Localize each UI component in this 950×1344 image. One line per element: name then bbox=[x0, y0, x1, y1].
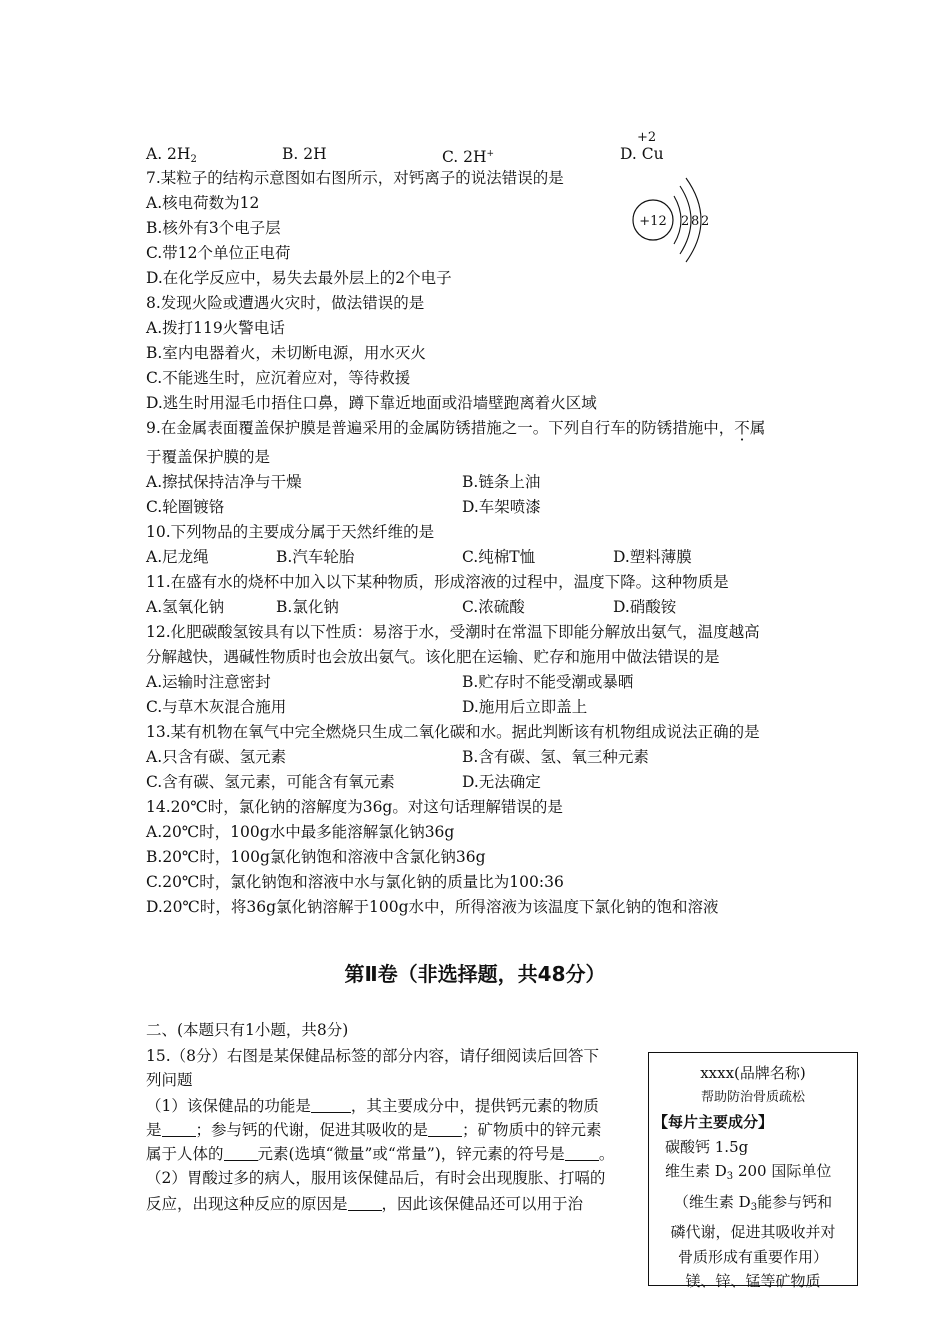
q15-text: 。 bbox=[598, 1145, 615, 1163]
q15-part1-line3 bbox=[146, 1144, 614, 1164]
answer-blank-function[interactable] bbox=[311, 1098, 351, 1113]
q15-text: ，其主要成分中，提供钙元素的物质 bbox=[350, 1097, 599, 1115]
part-2-heading: 二、(本题只有1小题，共8分) bbox=[146, 1021, 349, 1039]
label-subscript: 3 bbox=[750, 1201, 758, 1213]
q8-option-a: A.拨打119火警电话 bbox=[146, 319, 285, 337]
q6-option-a bbox=[146, 144, 197, 170]
q15-part2-line2 bbox=[146, 1194, 583, 1214]
label-text: 200 国际单位 bbox=[733, 1162, 832, 1180]
q15-text: 反应，出现这种反应的原因是 bbox=[146, 1195, 348, 1213]
q10-option-c: C.纯棉T恤 bbox=[462, 548, 536, 566]
q9-stem-end: 属 bbox=[749, 419, 766, 437]
label-brand: xxxx(品牌名称) bbox=[700, 1064, 806, 1082]
q6-option-d: D. Cu bbox=[620, 145, 664, 163]
shell-2-count: 8 bbox=[691, 214, 700, 229]
label-text: 能参与钙和 bbox=[757, 1192, 833, 1211]
label-function: 帮助防治骨质疏松 bbox=[700, 1089, 805, 1105]
q9-emphasis-not: 不 bbox=[734, 419, 750, 437]
q10-stem: 10.下列物品的主要成分属于天然纤维的是 bbox=[146, 523, 435, 541]
q15-text: 元素(选填“微量”或“常量”)，锌元素的符号是 bbox=[257, 1145, 565, 1163]
answer-blank-reason[interactable] bbox=[348, 1196, 382, 1211]
q15-text: 属于人体的 bbox=[146, 1145, 224, 1163]
q13-option-a: A.只含有碳、氢元素 bbox=[146, 748, 287, 766]
q9-option-d: D.车架喷漆 bbox=[462, 498, 541, 516]
q8-option-d: D.逃生时用湿毛巾捂住口鼻，蹲下靠近地面或沿墙壁跑离着火区域 bbox=[146, 394, 597, 412]
q15-text: ；矿物质中的锌元素 bbox=[462, 1121, 602, 1139]
q6-option-a-subscript: 2 bbox=[190, 154, 197, 165]
q8-option-c: C.不能逃生时，应沉着应对，等待救援 bbox=[146, 369, 411, 387]
q11-option-b: B.氯化钠 bbox=[276, 598, 339, 616]
label-minerals: 镁、锌、锰等矿物质 bbox=[685, 1272, 821, 1290]
q13-stem: 13.某有机物在氧气中完全燃烧只生成二氧化碳和水。据此判断该有机物组成说法正确的是 bbox=[146, 723, 760, 741]
q9-option-b: B.链条上油 bbox=[462, 473, 541, 491]
q14-option-c: C.20℃时，氯化钠饱和溶液中水与氯化钠的质量比为100:36 bbox=[146, 873, 564, 891]
q13-option-c: C.含有碳、氢元素，可能含有氧元素 bbox=[146, 773, 395, 791]
label-note-line3: 骨质形成有重要作用） bbox=[677, 1247, 828, 1266]
q10-option-d: D.塑料薄膜 bbox=[613, 548, 692, 566]
q8-stem: 8.发现火险或遭遇火灾时，做法错误的是 bbox=[146, 294, 425, 312]
label-note-line2: 磷代谢，促进其吸收并对 bbox=[670, 1223, 836, 1241]
q6-option-a-text: A. 2H bbox=[146, 145, 191, 163]
q7-option-c: C.带12个单位正电荷 bbox=[146, 244, 291, 262]
q7-stem: 7.某粒子的结构示意图如右图所示，对钙离子的说法错误的是 bbox=[146, 169, 564, 187]
q9-option-c: C.轮圈镀铬 bbox=[146, 498, 225, 516]
q12-stem-line2: 分解越快，遇碱性物质时也会放出氨气。该化肥在运输、贮存和施用中做法错误的是 bbox=[146, 648, 720, 666]
answer-blank-zinc-symbol[interactable] bbox=[565, 1146, 599, 1161]
q9-stem-text: 9.在金属表面覆盖保护膜是普遍采用的金属防锈措施之一。下列自行车的防锈措施中， bbox=[146, 419, 735, 437]
q12-option-a: A.运输时注意密封 bbox=[146, 673, 271, 691]
answer-blank-element-type[interactable] bbox=[224, 1146, 258, 1161]
label-subscript: 3 bbox=[726, 1171, 734, 1182]
q14-option-b: B.20℃时，100g氯化钠饱和溶液中含氯化钠36g bbox=[146, 848, 486, 866]
q14-option-a: A.20℃时，100g水中最多能溶解氯化钠36g bbox=[146, 823, 455, 841]
q9-stem bbox=[146, 418, 765, 438]
answer-blank-calcium-source[interactable] bbox=[162, 1122, 196, 1137]
label-calcium-carbonate: 碳酸钙 1.5g bbox=[665, 1137, 749, 1156]
shell-1-count: 2 bbox=[681, 214, 690, 229]
q6-option-c-superscript: + bbox=[486, 149, 495, 159]
q6-option-c bbox=[442, 144, 494, 167]
label-text: 维生素 D bbox=[665, 1162, 727, 1180]
electron-shell-1 bbox=[674, 196, 681, 244]
q6-option-d-valence: +2 bbox=[637, 130, 657, 145]
q15-text: 是 bbox=[146, 1121, 162, 1139]
q7-option-d: D.在化学反应中，易失去最外层上的2个电子 bbox=[146, 269, 452, 287]
q7-option-b: B.核外有3个电子层 bbox=[146, 219, 281, 237]
shell-3-count: 2 bbox=[701, 214, 710, 229]
q9-option-a: A.擦拭保持洁净与干燥 bbox=[146, 473, 302, 491]
nucleus-charge: +12 bbox=[639, 214, 667, 229]
q8-option-b: B.室内电器着火，未切断电源，用水灭火 bbox=[146, 344, 426, 362]
q14-option-d: D.20℃时，将36g氯化钠溶解于100g水中，所得溶液为该温度下氯化钠的饱和溶液 bbox=[146, 898, 719, 916]
answer-blank-absorption[interactable] bbox=[428, 1122, 462, 1137]
label-vitamin-d3 bbox=[649, 1159, 857, 1190]
q11-option-c: C.浓硫酸 bbox=[462, 598, 525, 616]
q12-option-b: B.贮存时不能受潮或暴晒 bbox=[462, 673, 634, 691]
q11-option-a: A.氢氧化钠 bbox=[146, 598, 225, 616]
q15-part2-line1: （2）胃酸过多的病人，服用该保健品后，有时会出现腹胀、打嗝的 bbox=[146, 1169, 606, 1187]
atom-structure-diagram bbox=[628, 176, 728, 268]
q13-option-d: D.无法确定 bbox=[462, 773, 541, 791]
q7-option-a: A.核电荷数为12 bbox=[146, 194, 260, 212]
q6-option-b: B. 2H bbox=[282, 145, 327, 163]
q15-text: ，因此该保健品还可以用于治 bbox=[381, 1195, 584, 1213]
label-text: （维生素 D bbox=[673, 1192, 751, 1211]
q11-stem: 11.在盛有水的烧杯中加入以下某种物质，形成溶液的过程中，温度下降。这种物质是 bbox=[146, 573, 729, 591]
q12-option-c: C.与草木灰混合施用 bbox=[146, 698, 287, 716]
supplement-label-box bbox=[648, 1052, 858, 1290]
q15-part1-line1 bbox=[146, 1096, 599, 1116]
section-2-title: 第Ⅱ卷（非选择题，共48分） bbox=[344, 962, 606, 986]
label-ingredients-heading: 【每片主要成分】 bbox=[653, 1113, 774, 1131]
q15-text: （1）该保健品的功能是 bbox=[146, 1097, 311, 1115]
q11-option-d: D.硝酸铵 bbox=[613, 598, 677, 616]
q9-stem-line2: 于覆盖保护膜的是 bbox=[146, 448, 271, 466]
q12-stem-line1: 12.化肥碳酸氢铵具有以下性质：易溶于水，受潮时在常温下即能分解放出氨气，温度越高 bbox=[146, 623, 760, 641]
q15-line1: 15.（8分）右图是某保健品标签的部分内容，请仔细阅读后回答下 bbox=[146, 1047, 600, 1065]
q14-stem: 14.20℃时，氯化钠的溶解度为36g。对这句话理解错误的是 bbox=[146, 798, 563, 816]
q10-option-b: B.汽车轮胎 bbox=[276, 548, 355, 566]
q15-part1-line2 bbox=[146, 1120, 602, 1140]
q15-text: ；参与钙的代谢，促进其吸收的是 bbox=[195, 1121, 429, 1139]
q6-option-c-text: C. 2H bbox=[442, 148, 487, 166]
q10-option-a: A.尼龙绳 bbox=[146, 548, 209, 566]
q12-option-d: D.施用后立即盖上 bbox=[462, 698, 588, 716]
q13-option-b: B.含有碳、氢、氧三种元素 bbox=[462, 748, 649, 766]
label-note-line1 bbox=[649, 1190, 857, 1221]
q15-line2: 列问题 bbox=[146, 1071, 193, 1089]
